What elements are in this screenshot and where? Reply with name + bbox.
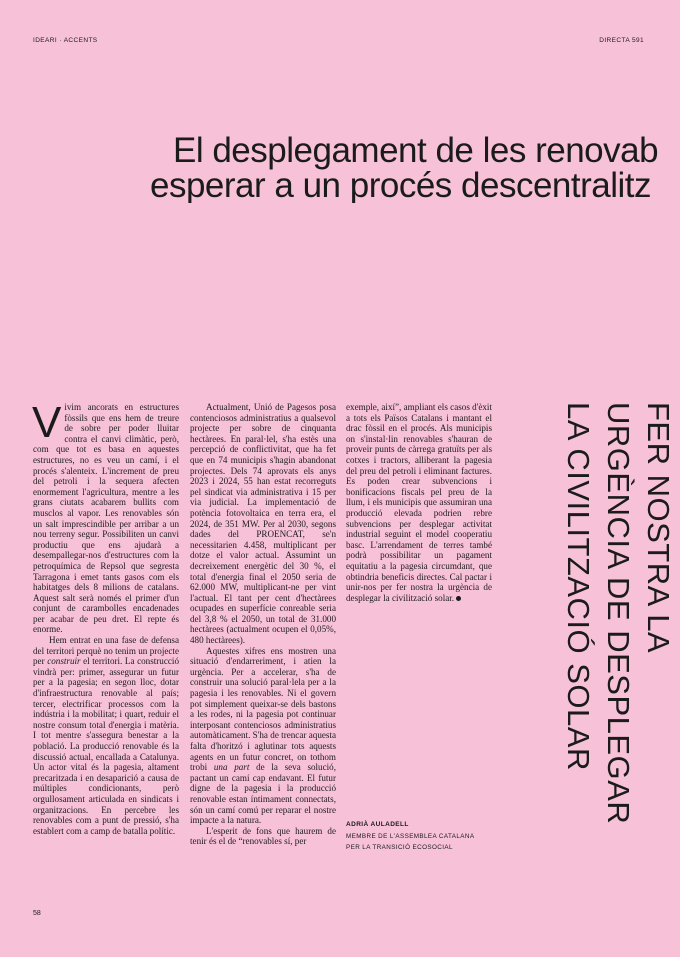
issue-label: DIRECTA 591: [599, 37, 644, 44]
paragraph-text: el territori. La construcció vindrà per: primer, assegurar un futur per a la pagesia; en segon lloc, dotar d'infraestructura renovable al país; tercer, electrificar processos com la indústria i la mobilitat; i quart, reduir el nostre consum total d'energia i matèria. I tot mentre s'assegura benestar a la població. La producció renovable és la discussió actual, encallada a Catalunya. Un actor vital és la pagesia, altament precaritzada i en desaparició a causa de múltiples condicionants, però orgullosament articulada en sindicats i organitzacions. En percebre les renovables com a punt de pressió, s'ha establert com a camp de batalla polític.: [33, 656, 179, 836]
emphasis: una part: [213, 762, 250, 773]
section-label: IDEARI · ACCENTS: [33, 37, 98, 44]
paragraph: L'esperit de fons que haurem de tenir és el de “renovables sí, per: [190, 825, 336, 847]
headline-line-2: esperar a un procés descentralitz: [150, 166, 651, 203]
headline-line-1: El desplegament de les renovab: [173, 133, 659, 170]
paragraph-text: Aquestes xifres ens mostren una situació d'endarreriment, i atien la urgència. Per a accelerar, s'ha de construir una solució paral·lela per a la pagesia i les renovables. Ni el govern pot simplement queixar-se dels bastons a les rodes, ni la pagesia pot continuar interposant contenciosos administratius automàticament. S'ha de trencar aquesta falta d'horitzó i aglutinar tots aquests agents en un futur concret, on tothom trobi: [190, 645, 336, 773]
author-role-line-1: MEMBRE DE L'ASSEMBLEA CATALANA: [346, 833, 475, 840]
vertical-title-line-1: FER NOSTRA LA: [641, 402, 676, 654]
paragraph-text: Hem entrat en una fase de defensa del territori perquè no tenim un projecte per: [33, 635, 179, 667]
body-column-1: [32, 398, 179, 836]
vertical-title-line-3: LA CIVILITZACIÓ SOLAR: [561, 402, 596, 771]
author-name: ADRIÀ AULADELL: [346, 821, 409, 828]
page-number: 58: [33, 910, 41, 917]
author-role: [346, 831, 474, 853]
author-role-line-2: PER LA TRANSICIÓ ECOSOCIAL: [346, 844, 453, 851]
end-mark-icon: [456, 596, 461, 601]
body-column-2: [190, 402, 336, 847]
headline: [0, 133, 680, 203]
paragraph: Actualment, Unió de Pagesos posa contenciosos administratius a qualsevol projecte per sobre de cinquanta hectàrees. En paral·lel, s'ha estès una percepció de conflictivitat, que ha fet que en 74 municipis s'hagin abandonat projectes. Dels 74 aprovats els anys 2023 i 2024, 55 han estat recorreguts pel sindicat via administrativa i 15 per via judicial. La implementació de potència fotovoltaica en terra era, el 2024, de 351 MW. Per al 2030, segons dades del PROENCAT, se'n necessitarien 4.458, multiplicant per dotze el valor actual. Assumint un decreixement energètic del 30 %, el total d'energia final el 2050 seria de 62.000 MW, multiplicant-ne per vint l'actual. El tant per cent d'hectàrees ocupades en superfície conreable seria del 3,8 % el 2050, un total de 31.000 hectàrees (actualment ocupen el 0,05%, 480 hectàrees).: [190, 402, 336, 646]
paragraph-text: de la seva solució, pactant un camí cap endavant. El futur digne de la pagesia i la producció renovable estan íntimament connectats, són un camí comú per reparar el nostre impacte a la natura.: [190, 762, 336, 826]
body-column-3: [346, 402, 492, 603]
paragraph-text: ivim ancorats en estructures fòssils que ens hem de treure de sobre per poder lluitar contra el canvi climàtic, però, com que tot es basa en aquestes estructures, no es veu un camí, i el procés s'alenteix. L'increment de preu del petroli i la sequera afecten enormement l'agricultura, mentre a les grans ciutats acabarem bullits com musclos al vapor. Les renovables són un salt imprescindible per arribar a un nou terreny segur. Possibiliten un canvi productiu que ens ajudarà a desempallegar-nos d'estructures com la petroquímica de Repsol que segresta Tarragona i emet tants gasos com els habitatges dels 8 milions de catalans. Aquest salt serà només el primer d'un conjunt de carambolles encadenades per acabar de peu dret. El repte és enorme.: [33, 402, 179, 635]
paragraph: [190, 646, 336, 826]
paragraph: [346, 402, 492, 603]
paragraph: [32, 398, 179, 635]
vertical-title-line-2: URGÈNCIA DE DESPLEGAR: [601, 402, 636, 825]
author-block: [346, 821, 474, 853]
vertical-title: [538, 402, 678, 852]
paragraph-text: exemple, així”, ampliant els casos d'èxit a tots els Països Catalans i mantant el drac fòssil en el procés. Als municipis on s'instal·lin renovables s'hauran de proveir punts de càrrega gratuïts per als cotxes i tractors, alliberant la pagesia del preu del petroli i eliminant factures. Es poden crear subvencions i bonificacions fiscals pel preu de la llum, i els municipis que assumiran una producció elevada podrien rebre subvencions per desplegar activitat industrial seguint el model cooperatiu basc. L'arrendament de terres també podrà possibilitar un pagament equitatiu a la pagesia circumdant, que obtindria beneficis directes. Cal pactar i unir-nos per fer nostra la urgència de desplegar la civilització solar.: [346, 402, 492, 603]
drop-cap: V: [32, 398, 62, 447]
paragraph: [33, 635, 179, 836]
emphasis: construir: [47, 656, 81, 667]
